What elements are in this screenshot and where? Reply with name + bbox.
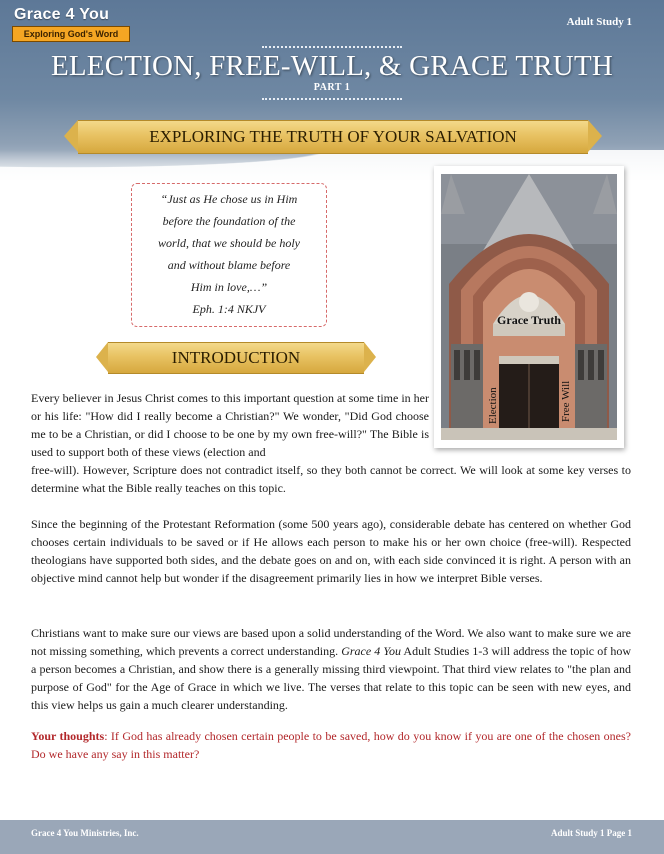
footer-organization: Grace 4 You Ministries, Inc. [31, 828, 139, 838]
your-thoughts-paragraph [31, 727, 631, 763]
quote-line: before the foundation of the [162, 214, 296, 228]
title-divider-bottom [262, 98, 402, 100]
logo [8, 6, 132, 42]
p3-brand: Grace 4 You [341, 644, 401, 658]
quote-line: “Just as He chose us in Him [160, 192, 298, 206]
intro-paragraph-1a: Every believer in Jesus Christ comes to this important question at some time in her or his life: "How did I really become a Christian?" We wonder, "Did God choose me to be a Christian, or did I choose to be one by my own free-will?" The Bible is used to support both of these views (election and [31, 391, 429, 459]
image-caption-top: Grace Truth [497, 313, 561, 327]
image-caption-right: Free Will [560, 380, 572, 422]
your-thoughts-question: : If God has already chosen certain people to be saved, how do you know if you are one of the chosen ones? Do we have any say in this matter? [31, 729, 631, 761]
part-label: PART 1 [313, 82, 351, 93]
intro-paragraph-3 [31, 624, 631, 714]
introduction-heading: INTRODUCTION [108, 342, 364, 374]
cathedral-door-image [434, 166, 624, 448]
quote-line: world, that we should be holy [158, 236, 300, 250]
quote-reference: Eph. 1:4 NKJV [192, 302, 266, 316]
footer-page-label: Adult Study 1 Page 1 [550, 828, 632, 838]
logo-subtitle: Exploring God's Word [12, 26, 130, 42]
your-thoughts-label: Your thoughts [31, 729, 105, 743]
footer-bar [0, 820, 664, 854]
cathedral-illustration [441, 174, 617, 440]
p3-text-end: Adult Studies 1-3 will address the topic of how a person becomes a Christian, and show there is a generally missing third viewpoint. That third view relates to "the plan and purpose of God" for the Age of Grace in which we live. The verses that relate to this topic can be seen with new eyes, and this view helps us gain a much clearer understanding. [31, 644, 631, 712]
p3-text-start: Christians want to make sure our views are based upon a solid understanding of the Word. We also want to make sure we are not missing something, which prevents a correct understanding. [31, 626, 631, 658]
logo-title: Grace 4 You [14, 6, 110, 23]
subtitle-banner: EXPLORING THE TRUTH OF YOUR SALVATION [78, 120, 588, 154]
page-title: ELECTION, FREE-WILL, & GRACE TRUTH [50, 50, 614, 82]
intro-paragraph-2: Since the beginning of the Protestant Reformation (some 500 years ago), considerable debate has centered on whether God chooses certain individuals to be saved or if He allows each person to make his or her own choice (free-will). Respected theologians have supported both sides, and the debate goes on and on, with each side convinced it is right. A person with an objective mind cannot help but wonder if the disagreement primarily lies in how we interpret Bible verses. [31, 517, 631, 585]
quote-line: Him in love,…” [190, 280, 268, 294]
image-caption-left: Election [487, 387, 499, 424]
study-label: Adult Study 1 [566, 16, 632, 28]
scripture-quote [131, 183, 327, 327]
quote-line: and without blame before [167, 258, 291, 272]
intro-paragraph-1b: free-will). However, Scripture does not contradict itself, so they both cannot be correct. We will look at some key verses to determine what the Bible really teaches on this topic. [31, 463, 631, 495]
title-divider-top [262, 46, 402, 48]
